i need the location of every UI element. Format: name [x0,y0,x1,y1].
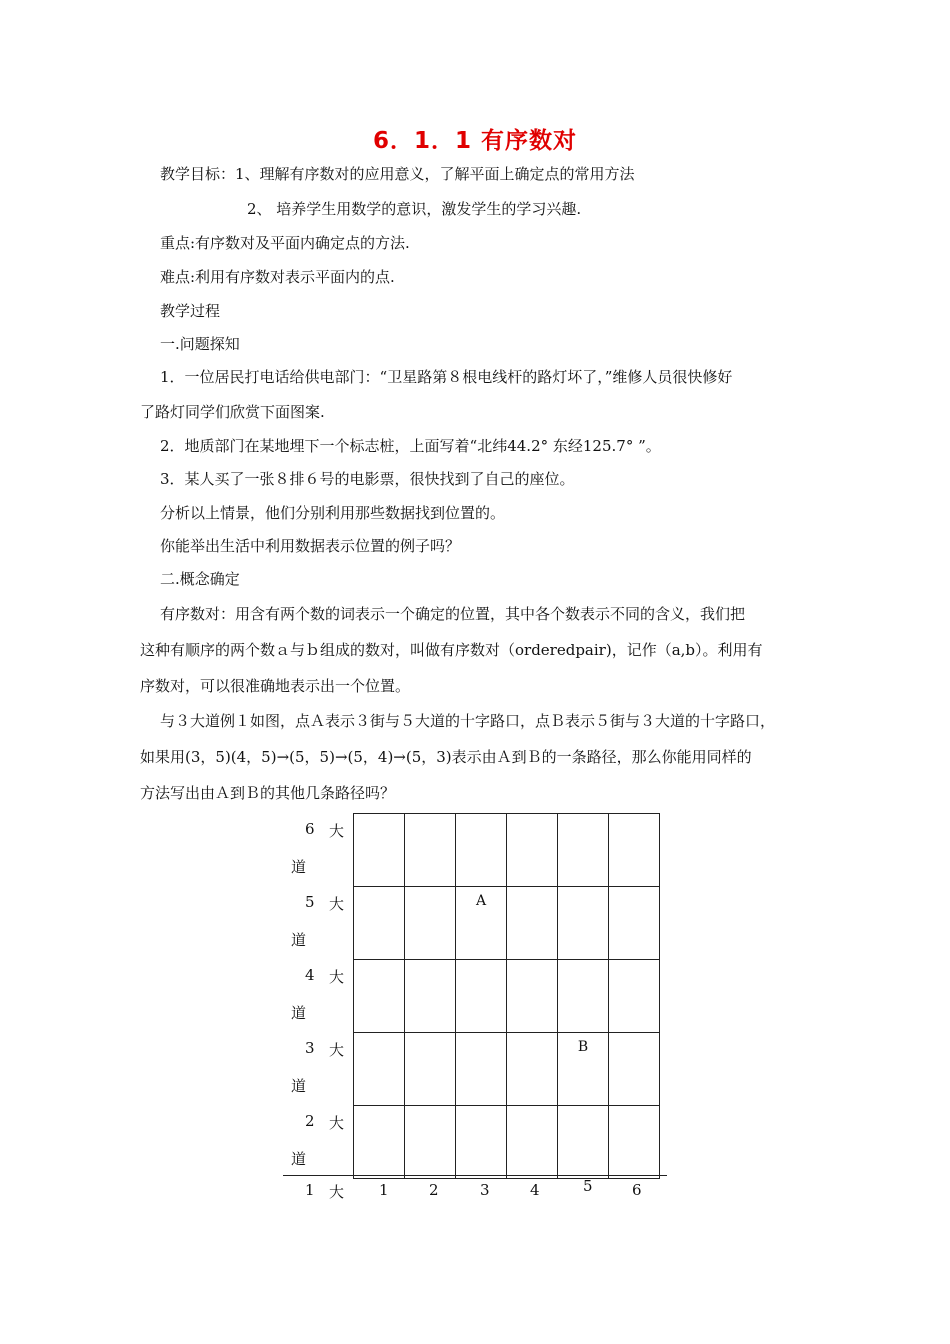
grid-row [283,887,660,960]
bottom-row-label: 大 [329,1183,345,1201]
page-title: 6．1．1 有序数对 [372,128,578,154]
section1-item1-a: 1．一位居民打电话给供电部门：“卫星路第８根电线杆的路灯坏了，”维修人员很快修好 [160,368,733,386]
definition-line-3: 序数对，可以很准确地表示出一个位置。 [140,677,411,695]
street-label: 1 [379,1181,389,1199]
street-label: 3 [480,1181,490,1199]
row-label: 2 大 道 [291,1111,345,1168]
example-line-3: 方法写出由Ａ到Ｂ的其他几条路径吗？ [140,784,396,802]
section1-question-2: 你能举出生活中利用数据表示位置的例子吗？ [160,537,461,555]
row-label: 5 大 道 [291,892,345,949]
grid-row [283,960,660,1033]
example-line-1: 与３大道例１如图，点Ａ表示３街与５大道的十字路口，点Ｂ表示５街与３大道的十字路口， [160,712,776,730]
point-a-label: A [475,893,487,909]
section1-item3: 3．某人买了一张８排６号的电影票，很快找到了自己的座位。 [160,470,575,488]
row-label: 6 大 道 [291,819,345,876]
street-label: 6 [632,1181,642,1199]
example-line-2: 如果用(3，5)(4，5)→(5，5)→(5，4)→(5，3)表示由Ａ到Ｂ的一条路径，那么你能用同样的 [140,748,752,766]
bottom-row-number: 1 [305,1181,315,1199]
grid-row [283,1106,660,1179]
row-label: 3 大 道 [291,1038,345,1095]
section1-question-1: 分析以上情景，他们分别利用那些数据找到位置的。 [160,504,506,522]
street-label: 4 [530,1181,540,1199]
process-heading: 教学过程 [160,302,221,320]
section1-item1-b: 了路灯同学们欣赏下面图案. [140,403,325,421]
definition-line-1: 有序数对：用含有两个数的词表示一个确定的位置，其中各个数表示不同的含义，我们把 [160,605,746,623]
street-label: 2 [429,1181,439,1199]
section2-heading: 二.概念确定 [160,570,240,588]
bottom-axis-line [283,1175,667,1176]
street-label: 5 [583,1177,593,1195]
definition-line-2: 这种有顺序的两个数ａ与ｂ组成的数对，叫做有序数对（orderedpair)，记作（a,b）。利用有 [140,641,763,659]
row-label: 4 大 道 [291,965,345,1022]
grid-row [283,1033,660,1106]
difficulty: 难点:利用有序数对表示平面内的点. [160,268,395,286]
key-point: 重点:有序数对及平面内确定点的方法. [160,234,410,252]
objective-line-2: 2、 培养学生用数学的意识，激发学生的学习兴趣. [247,200,582,218]
point-b-label: B [577,1039,589,1055]
section1-item2: 2．地质部门在某地埋下一个标志桩，上面写着“北纬44.2° 东经125.7° ”。 [160,437,661,455]
section1-heading: 一.问题探知 [160,335,240,353]
street-grid [283,813,660,1179]
objective-line-1: 教学目标：1、理解有序数对的应用意义，了解平面上确定点的常用方法 [160,165,635,183]
grid-row [283,814,660,887]
